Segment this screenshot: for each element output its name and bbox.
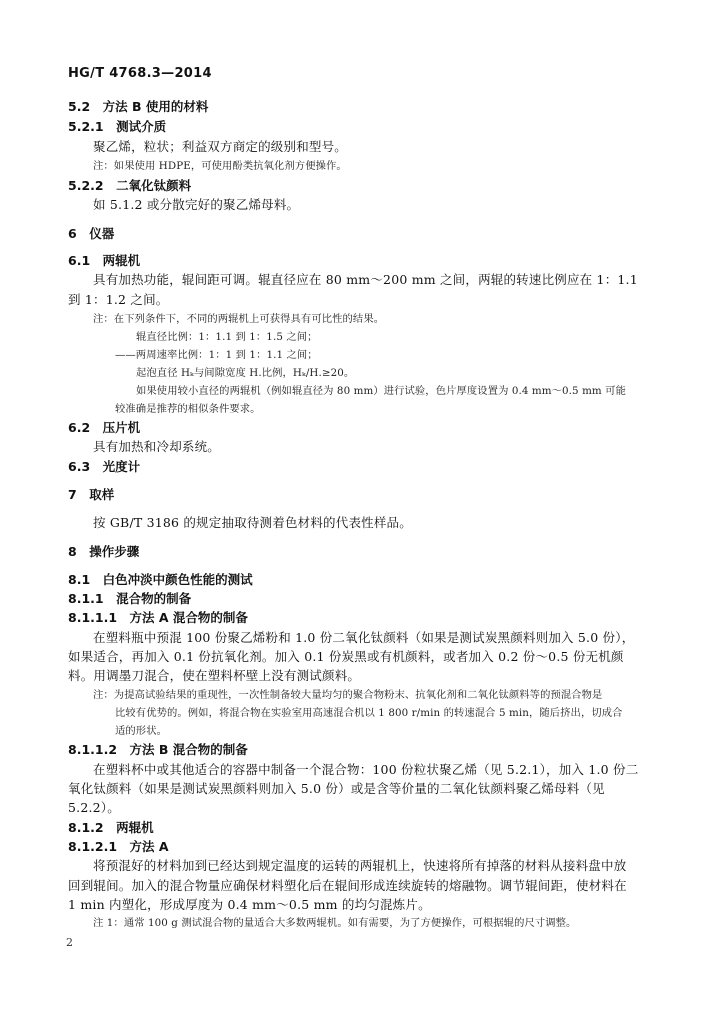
paragraph-line: 到 1：1.2 之间。	[68, 292, 169, 307]
section-heading: 6.2 压片机	[68, 420, 141, 435]
section-heading: 7 取样	[68, 487, 115, 502]
note-line: 较准确是推荐的相似条件要求。	[115, 403, 261, 415]
paragraph-line: 在塑料杯中或其他适合的容器中制备一个混合物：100 份粒状聚乙烯（见 5.2.1），加入 1.0 份二	[93, 762, 639, 777]
paragraph-line: 聚乙烯，粒状；利益双方商定的级别和型号。	[93, 139, 348, 154]
note-line: 比较有优势的。例如，将混合物在实验室用高速混合机以 1 800 r/min 的转速混合 5 min，随后挤出，切成合	[115, 707, 623, 719]
note-line: 注：如果使用 HDPE，可使用酚类抗氧化剂方便操作。	[93, 160, 347, 172]
section-heading: 5.2.1 测试介质	[68, 119, 167, 134]
section-heading: 5.2 方法 B 使用的材料	[68, 99, 209, 114]
paragraph-line: 1 min 内塑化，形成厚度为 0.4 mm～0.5 mm 的均匀混炼片。	[68, 897, 431, 912]
paragraph-line: 具有加热功能，辊间距可调。辊直径应在 80 mm～200 mm 之间，两辊的转速比例应在 1：1.1	[93, 272, 638, 287]
section-heading: 5.2.2 二氧化钛颜料	[68, 178, 192, 193]
note-line: 辊直径比例：1：1.1 到 1：1.5 之间；	[136, 331, 318, 343]
standard-number: HG/T 4768.3—2014	[68, 66, 212, 81]
section-heading: 6.3 光度计	[68, 459, 141, 474]
paragraph-line: 5.2.2）。	[68, 800, 120, 815]
section-heading: 8.1.2 两辊机	[68, 820, 154, 835]
note-line: 注 1：通常 100 g 测试混合物的量适合大多数两辊机。如有需要，为了方便操作，可根据辊的尺寸调整。	[93, 917, 577, 929]
paragraph-line: 将预混好的材料加到已经达到规定温度的运转的两辊机上，快速将所有掉落的材料从接料盘中放	[93, 858, 627, 873]
paragraph-line: 按 GB/T 3186 的规定抽取待测着色材料的代表性样品。	[93, 515, 412, 530]
note-line: 适的形状。	[115, 725, 167, 737]
paragraph-line: 料。用调墨刀混合，使在塑料杯壁上没有测试颜料。	[68, 668, 361, 683]
note-line: 注：为提高试验结果的重现性，一次性制备较大量均匀的聚合物粉末、抗氧化剂和二氧化钛颜料等的预混合物是	[93, 689, 603, 701]
note-line: 起泡直径 Hₖ与间隙宽度 H.比例，Hₖ/H.≥20。	[136, 367, 355, 379]
section-heading: 6.1 两辊机	[68, 253, 141, 268]
paragraph-line: 在塑料瓶中预混 100 份聚乙烯粉和 1.0 份二氧化钛颜料（如果是测试炭黑颜料则加入 5.0 份），	[93, 630, 635, 645]
paragraph-line: 具有加热和冷却系统。	[93, 439, 221, 454]
page-number: 2	[66, 936, 73, 949]
note-line: ——两周速率比例：1：1 到 1：1.1 之间；	[115, 349, 318, 361]
section-heading: 8.1.1.1 方法 A 混合物的制备	[68, 610, 248, 625]
paragraph-line: 如 5.1.2 或分散完好的聚乙烯母料。	[93, 197, 300, 212]
section-heading: 8.1.1 混合物的制备	[68, 591, 192, 606]
section-heading: 8.1.1.2 方法 B 混合物的制备	[68, 742, 248, 757]
note-line: 注：在下列条件下，不同的两辊机上可获得具有可比性的结果。	[93, 313, 385, 325]
note-line: 如果使用较小直径的两辊机（例如辊直径为 80 mm）进行试验，色片厚度设置为 0.4 mm～0.5 mm 可能	[136, 385, 626, 397]
section-heading: 8 操作步骤	[68, 544, 140, 559]
paragraph-line: 如果适合，再加入 0.1 份抗氧化剂。加入 0.1 份炭黑或有机颜料，或者加入 0.2 份～0.5 份无机颜	[68, 649, 624, 664]
paragraph-line: 回到辊间。加入的混合物量应确保材料塑化后在辊间形成连续旋转的熔融物。调节辊间距，使材料在	[68, 878, 627, 893]
paragraph-line: 氧化钛颜料（如果是测试炭黑颜料则加入 5.0 份）或是含等价量的二氧化钛颜料聚乙烯母料（见	[68, 781, 605, 796]
section-heading: 8.1 白色冲淡中颜色性能的测试	[68, 572, 253, 587]
section-heading: 6 仪器	[68, 226, 115, 241]
section-heading: 8.1.2.1 方法 A	[68, 839, 169, 854]
